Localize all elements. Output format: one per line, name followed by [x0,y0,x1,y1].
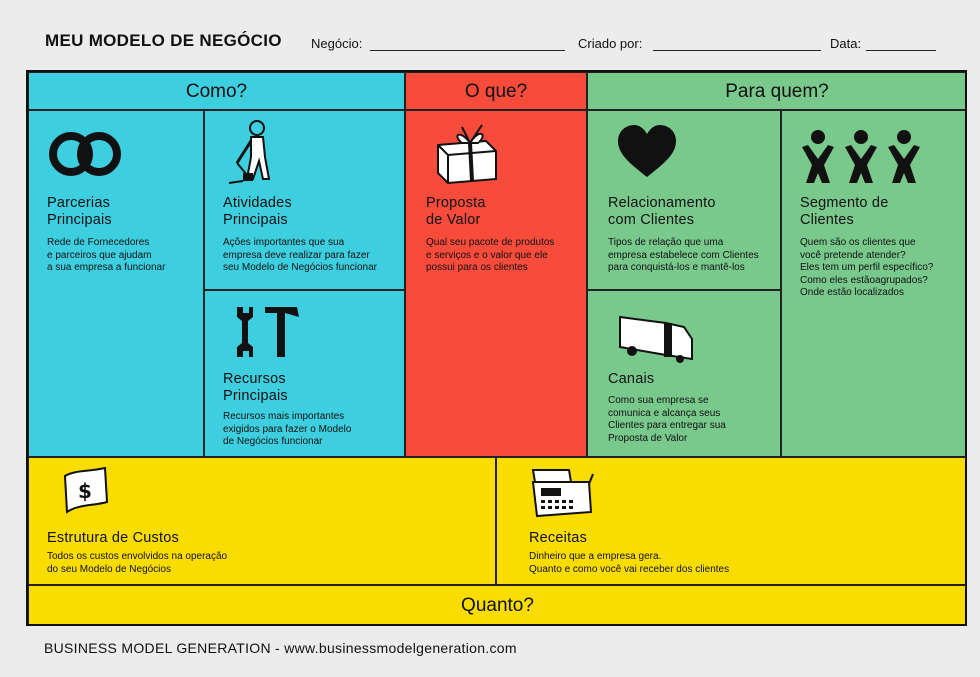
gift-icon [432,123,502,185]
block-description [800,237,933,300]
block-description [426,237,554,275]
page-title: MEU MODELO DE NEGÓCIO [45,31,282,50]
desc-line: Proposta de Valor [608,432,688,444]
truck-icon [614,313,696,363]
title-line: Principais [223,212,288,228]
desc-line: Tipos de relação que uma [608,237,724,248]
desc-line: Eles tem um perfil específico? [800,262,934,273]
desc-line: seu Modelo de Negócios funcionar [223,262,377,273]
title-line: Principais [47,212,112,228]
heart-icon [616,125,678,179]
desc-line: Recursos mais importantes [223,411,345,422]
block-description [223,411,351,449]
desc-line: empresa estabelece com Clientes [608,249,759,261]
block-title [47,195,112,229]
title-line: Relacionamento [608,195,716,211]
desc-line: Quem são os clientes que [800,237,916,248]
section-header-como: Como? [28,72,405,110]
desc-line: Clientes para entregar sua [608,420,726,431]
cash-register-icon [529,468,595,520]
block-title: Receitas [529,530,588,546]
title-line: Clientes [800,212,854,228]
people-icon [798,129,924,185]
desc-line: Rede de Fornecedores [47,237,150,248]
desc-line: Como sua empresa se [608,395,709,406]
section-header-para-quem: Para quem? [587,72,967,110]
tools-icon [231,303,303,359]
data-field[interactable] [866,50,936,51]
block-description [47,551,227,576]
desc-line: Qual seu pacote de produtos [426,237,555,248]
desc-line: comunica e alcança seus [608,407,721,419]
desc-line: exigidos para fazer o Modelo [223,423,352,435]
title-line: Canais [608,371,655,387]
block-description [608,237,759,275]
title-line: de Valor [426,212,481,228]
desc-line: você pretende atender? [800,249,906,261]
block-recursos-principais[interactable] [204,290,405,457]
block-title [223,371,288,405]
digging-person-icon [225,119,277,185]
title-line: Principais [223,388,288,404]
section-header-quanto: Quanto? [28,585,967,626]
desc-line: possui para os clientes [426,262,528,273]
desc-line: empresa deve realizar para fazer [223,249,370,261]
block-description [608,395,726,445]
desc-line: de Negócios funcionar [223,436,323,447]
rings-icon [45,131,125,177]
desc-line: e serviços e o valor que ele [426,249,548,261]
block-title: Estrutura de Custos [47,530,179,546]
title-line: Parcerias [47,195,111,211]
desc-line: e parceiros que ajudam [47,249,152,261]
desc-line: Dinheiro que a empresa gera. [529,551,662,562]
block-title [223,195,292,229]
desc-line: Todos os custos envolvidos na operação [47,551,228,562]
data-label: Data: [830,36,862,51]
desc-line: do seu Modelo de Negócios [47,563,171,575]
block-proposta-de-valor[interactable] [405,110,587,457]
block-parcerias-principais[interactable] [28,110,204,457]
footer-credit: BUSINESS MODEL GENERATION - www.businessmodelgeneration.com [44,640,517,656]
block-title [608,371,654,388]
dollar-bill-icon [59,466,111,514]
block-title [800,195,888,229]
business-model-canvas [26,70,967,626]
block-estrutura-de-custos[interactable] [28,457,496,585]
desc-line: Quanto e como você vai receber dos clientes [529,563,730,575]
desc-line: para conquistá-los e mantê-los [608,262,745,273]
criado-por-label: Criado por: [578,36,643,51]
svg-text:$: $ [78,479,92,503]
block-atividades-principais[interactable] [204,110,405,290]
block-description [223,237,377,275]
criado-por-field[interactable] [653,50,821,51]
block-title [608,195,716,229]
desc-line: Ações importantes que sua [223,237,345,248]
block-relacionamento-com-clientes[interactable] [587,110,781,290]
desc-line: a sua empresa a funcionar [47,262,166,273]
block-receitas[interactable] [496,457,967,585]
title-line: com Clientes [608,212,695,228]
block-segmento-de-clientes[interactable] [781,110,967,457]
block-description [529,551,729,576]
title-line: Recursos [223,371,286,387]
block-title [426,195,486,229]
section-header-o-que: O que? [405,72,587,110]
block-description [47,237,165,275]
negocio-field[interactable] [370,50,565,51]
negocio-label: Negócio: [311,36,363,51]
title-line: Segmento de [800,195,889,211]
desc-line: Como eles estãoagrupados? [800,274,928,286]
title-line: Atividades [223,195,292,211]
block-canais[interactable] [587,290,781,457]
desc-line: Onde estão localizados [800,287,904,298]
title-line: Proposta [426,195,486,211]
